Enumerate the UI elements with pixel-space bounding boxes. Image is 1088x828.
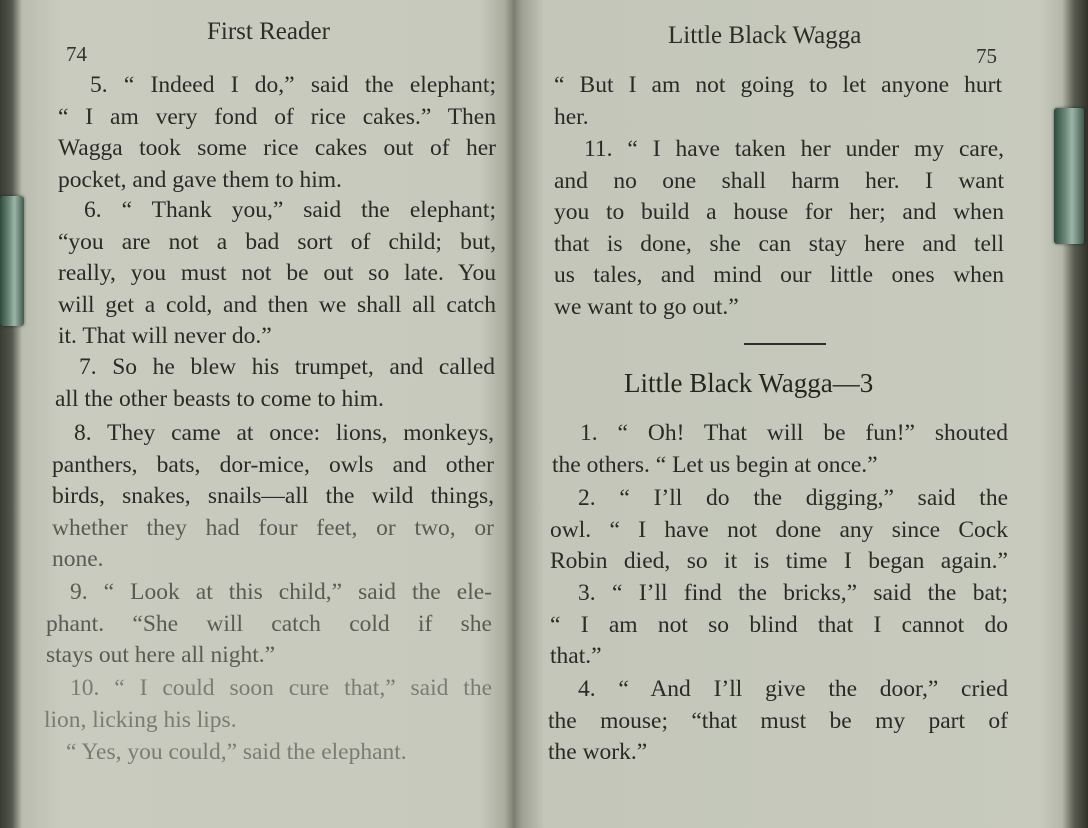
paragraph: [548, 674, 1008, 769]
text-line: “ But I am not going to let anyone hurt: [554, 72, 1002, 98]
paragraph: [554, 134, 1004, 323]
paragraph: [55, 352, 495, 415]
text-line: 1. “ Oh! That will be fun!” shouted: [580, 420, 1008, 446]
paragraph: [58, 195, 496, 353]
text-line: really, you must not be out so late. You: [58, 260, 496, 286]
running-head: First Reader: [207, 18, 330, 45]
text-line: stays out here all night.”: [46, 642, 276, 668]
text-line: 5. “ Indeed I do,” said the elephant;: [90, 72, 496, 98]
text-line: the others. “ Let us begin at once.”: [552, 451, 878, 478]
paragraph: [44, 673, 492, 736]
text-line: 7. So he blew his trumpet, and called: [79, 354, 495, 380]
text-line: all the other beasts to come to him.: [55, 385, 384, 412]
text-line: the mouse; “that must be my part of: [548, 707, 1008, 734]
paragraph: [550, 578, 1008, 673]
text-line: her.: [554, 103, 589, 130]
section-title: Little Black Wagga—3: [624, 368, 874, 398]
paragraph: [58, 70, 496, 196]
text-line: 11. “ I have taken her under my care,: [584, 136, 1004, 162]
text-line: 2. “ I’ll do the digging,” said the: [578, 485, 1008, 511]
text-line: 10. “ I could soon cure that,” said the: [70, 675, 492, 701]
text-line: the work.”: [548, 739, 648, 765]
paragraph: [66, 737, 492, 769]
text-line: it. That will never do.”: [58, 323, 272, 349]
text-line: panthers, bats, dor-mice, owls and other: [52, 451, 494, 478]
text-line: birds, snakes, snails—all the wild things,: [52, 483, 494, 509]
page-number: 74: [66, 42, 87, 66]
text-line: “ I am very fond of rice cakes.” Then: [58, 103, 496, 130]
running-head: Little Black Wagga: [668, 22, 862, 49]
paragraph: [554, 70, 1002, 133]
text-line: phant. “She will catch cold if she: [46, 610, 492, 637]
text-line: will get a cold, and then we shall all catch: [58, 291, 496, 318]
text-line: 4. “ And I’ll give the door,” cried: [578, 676, 1008, 702]
section-divider: [744, 343, 826, 345]
text-line: whether they had four feet, or two, or: [52, 514, 494, 541]
right-page: [520, 0, 1088, 828]
paragraph: [46, 577, 492, 672]
text-line: and no one shall harm her. I want: [554, 167, 1004, 194]
text-line: “ I am not so blind that I cannot do: [550, 611, 1008, 638]
page-number: 75: [976, 44, 997, 68]
text-line: none.: [52, 546, 104, 572]
paragraph: [52, 418, 494, 576]
text-line: “you are not a bad sort of child; but,: [58, 228, 496, 255]
text-line: 8. They came at once: lions, monkeys,: [74, 420, 494, 446]
text-line: you to build a house for her; and when: [554, 199, 1004, 225]
text-line: Robin died, so it is time I began again.”: [550, 548, 1008, 574]
text-line: 9. “ Look at this child,” said the ele-: [70, 579, 492, 605]
text-line: Wagga took some rice cakes out of her: [58, 135, 496, 161]
text-line: “ Yes, you could,” said the elephant.: [66, 739, 407, 765]
text-line: 6. “ Thank you,” said the elephant;: [84, 197, 496, 223]
text-line: that.”: [550, 643, 602, 669]
paragraph: [550, 483, 1008, 578]
text-line: we want to go out.”: [554, 293, 739, 320]
text-line: us tales, and mind our little ones when: [554, 262, 1004, 288]
paragraph: [552, 418, 1008, 481]
left-page: [0, 0, 515, 828]
text-line: lion, licking his lips.: [44, 706, 237, 733]
text-line: pocket, and gave them to him.: [58, 166, 342, 193]
text-line: owl. “ I have not done any since Cock: [550, 516, 1008, 543]
text-line: that is done, she can stay here and tell: [554, 230, 1004, 257]
text-line: 3. “ I’ll find the bricks,” said the bat;: [578, 580, 1008, 606]
